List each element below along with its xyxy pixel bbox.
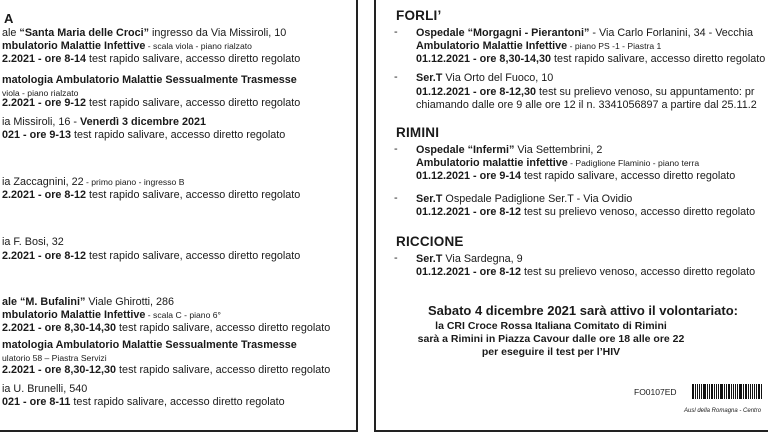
appointment-note: chiamando dalle ore 9 alle ore 12 il n. 3341056897 a partire dal 25.11.2	[416, 99, 757, 111]
test-description: test rapido salivare, accesso diretto regolato	[116, 322, 331, 334]
address: ia Zaccagnini, 22	[2, 176, 84, 188]
section-heading-fragment: A	[4, 11, 14, 26]
barcode-bar	[703, 384, 706, 399]
hospital-address: ingresso da Via Missiroli, 10	[149, 27, 287, 39]
department-name: Ambulatorio Malattie Infettive	[416, 40, 568, 52]
section-title-forli: FORLI’	[396, 8, 442, 23]
left-document-panel	[0, 0, 358, 432]
barcode-bar	[724, 384, 725, 399]
barcode-bar	[761, 384, 762, 399]
test-description: test rapido salivare, accesso diretto regolato	[86, 250, 301, 262]
test-description: test rapido salivare, accesso diretto regolato	[116, 364, 331, 376]
test-description: test su prelievo venoso, su appuntamento: pr	[536, 86, 755, 98]
barcode-bar	[692, 384, 694, 399]
test-description: test rapido salivare, accesso diretto regolato	[86, 53, 301, 65]
barcode-bar	[756, 384, 757, 399]
clinic-name: matologia Ambulatorio Malattie Sessualmente Trasmesse	[2, 339, 297, 351]
barcode-bar	[737, 384, 738, 399]
date-time: 01.12.2021 - ore 8-12	[416, 266, 522, 278]
department-name: Ambulatorio malattie infettive	[416, 157, 568, 169]
barcode-bar	[733, 384, 734, 399]
barcode-image	[692, 384, 762, 399]
service-name: Ser.T	[416, 72, 443, 84]
notice-line-3: per eseguire il test per l’HIV	[481, 346, 621, 358]
service-name: Ser.T	[416, 193, 443, 205]
service-address: Via Orto del Fuoco, 10	[442, 72, 554, 84]
test-description: test su prelievo venoso, accesso diretto regolato	[521, 266, 756, 278]
barcode-bar	[714, 384, 715, 399]
bullet-dash: -	[394, 252, 398, 264]
barcode-bar	[743, 384, 744, 399]
hospital-address: - Via Carlo Forlanini, 34 - Vecchia	[589, 27, 754, 39]
address: ia F. Bosi, 32	[2, 236, 64, 248]
bullet-dash: -	[394, 71, 398, 83]
barcode-bar	[728, 384, 730, 399]
hospital-name: ale “M. Bufalini”	[2, 296, 86, 308]
hospital-address: Via Settembrini, 2	[514, 144, 603, 156]
document-code: FO0107ED	[634, 387, 677, 397]
bullet-dash: -	[394, 143, 398, 155]
test-description: test rapido salivare, accesso diretto regolato	[86, 189, 301, 201]
test-description: test rapido salivare, accesso diretto regolato	[70, 396, 285, 408]
barcode-bar	[748, 384, 749, 399]
barcode-bar	[695, 384, 696, 399]
barcode-bar	[731, 384, 732, 399]
hospital-name: “Santa Maria delle Croci”	[19, 27, 150, 39]
date-time: 021 - ore 9-13	[2, 129, 72, 141]
barcode-bar	[716, 384, 717, 399]
department-location: - piano PS -1 - Piastra 1	[567, 41, 662, 51]
service-name: Ser.T	[416, 253, 443, 265]
barcode-bar	[699, 384, 701, 399]
barcode-bar	[754, 384, 755, 399]
test-description: test rapido salivare, accesso diretto regolato	[521, 170, 736, 182]
clinic-location: ulatorio 58 – Piastra Servizi	[2, 353, 107, 363]
hospital-address: Viale Ghirotti, 286	[85, 296, 175, 308]
barcode-bar	[752, 384, 754, 399]
barcode-bar	[697, 384, 698, 399]
date-time: 2.2021 - ore 8-14	[2, 53, 87, 65]
barcode-bar	[707, 384, 708, 399]
bullet-dash: -	[394, 192, 398, 204]
barcode-bar	[709, 384, 710, 399]
notice-line-2: sarà a Rimini in Piazza Cavour dalle ore 18 alle ore 22	[417, 333, 685, 345]
test-description: test rapido salivare, accesso diretto regolato	[551, 53, 766, 65]
date-time: 2.2021 - ore 8-12	[2, 250, 87, 262]
service-address: Via Sardegna, 9	[442, 253, 523, 265]
date-time: 01.12.2021 - ore 8-12	[416, 206, 522, 218]
notice-headline: Sabato 4 dicembre 2021 sarà attivo il volontariato:	[428, 303, 738, 318]
clinic-location: viola - piano rialzato	[2, 88, 79, 98]
test-description: test su prelievo venoso, accesso diretto regolato	[521, 206, 756, 218]
barcode-bar	[750, 384, 751, 399]
hospital-name: Ospedale “Infermi”	[416, 144, 515, 156]
date-time: 2.2021 - ore 9-12	[2, 97, 87, 109]
date-time: 2.2021 - ore 8,30-12,30	[2, 364, 117, 376]
barcode-bar	[745, 384, 747, 399]
date-time: 2.2021 - ore 8-12	[2, 189, 87, 201]
entry-prefix: ale	[2, 27, 20, 39]
test-description: test rapido salivare, accesso diretto regolato	[71, 129, 286, 141]
address: ia U. Brunelli, 540	[2, 383, 88, 395]
barcode-bar	[720, 384, 723, 399]
organization-label: Ausl della Romagna - Centro	[684, 408, 762, 414]
notice-line-1: la CRI Croce Rossa Italiana Comitato di Rimini	[435, 320, 667, 332]
department-location: - Padiglione Flaminio - piano terra	[567, 158, 700, 168]
section-title-rimini: RIMINI	[396, 125, 440, 140]
date-time: 01.12.2021 - ore 8,30-14,30	[416, 53, 552, 65]
test-description: test rapido salivare, accesso diretto regolato	[86, 97, 301, 109]
department-name: mbulatorio Malattie Infettive	[2, 309, 146, 321]
bullet-dash: -	[394, 26, 398, 38]
special-date: Venerdì 3 dicembre 2021	[80, 116, 207, 128]
clinic-name: matologia Ambulatorio Malattie Sessualmente Trasmesse	[2, 74, 297, 86]
barcode-bar	[718, 384, 720, 399]
hospital-name: Ospedale “Morgagni - Pierantoni”	[416, 27, 590, 39]
barcode-bar	[735, 384, 737, 399]
section-title-riccione: RICCIONE	[396, 234, 464, 249]
barcode-bar	[726, 384, 727, 399]
date-time: 01.12.2021 - ore 9-14	[416, 170, 522, 182]
barcode-bar	[758, 384, 760, 399]
date-time: 021 - ore 8-11	[2, 396, 71, 408]
department-location: - scala C - piano 6°	[145, 310, 221, 320]
barcode-bar	[701, 384, 702, 399]
service-address: Ospedale Padiglione Ser.T - Via Ovidio	[442, 193, 633, 205]
department-name: mbulatorio Malattie Infettive	[2, 40, 146, 52]
address-detail: - primo piano - ingresso B	[83, 177, 185, 187]
barcode-bar	[739, 384, 742, 399]
address: ia Missiroli, 16 -	[2, 116, 80, 128]
right-document-panel	[374, 0, 768, 432]
barcode-bar	[711, 384, 713, 399]
date-time: 2.2021 - ore 8,30-14,30	[2, 322, 117, 334]
date-time: 01.12.2021 - ore 8-12,30	[416, 86, 537, 98]
department-location: - scala viola - piano rialzato	[145, 41, 252, 51]
